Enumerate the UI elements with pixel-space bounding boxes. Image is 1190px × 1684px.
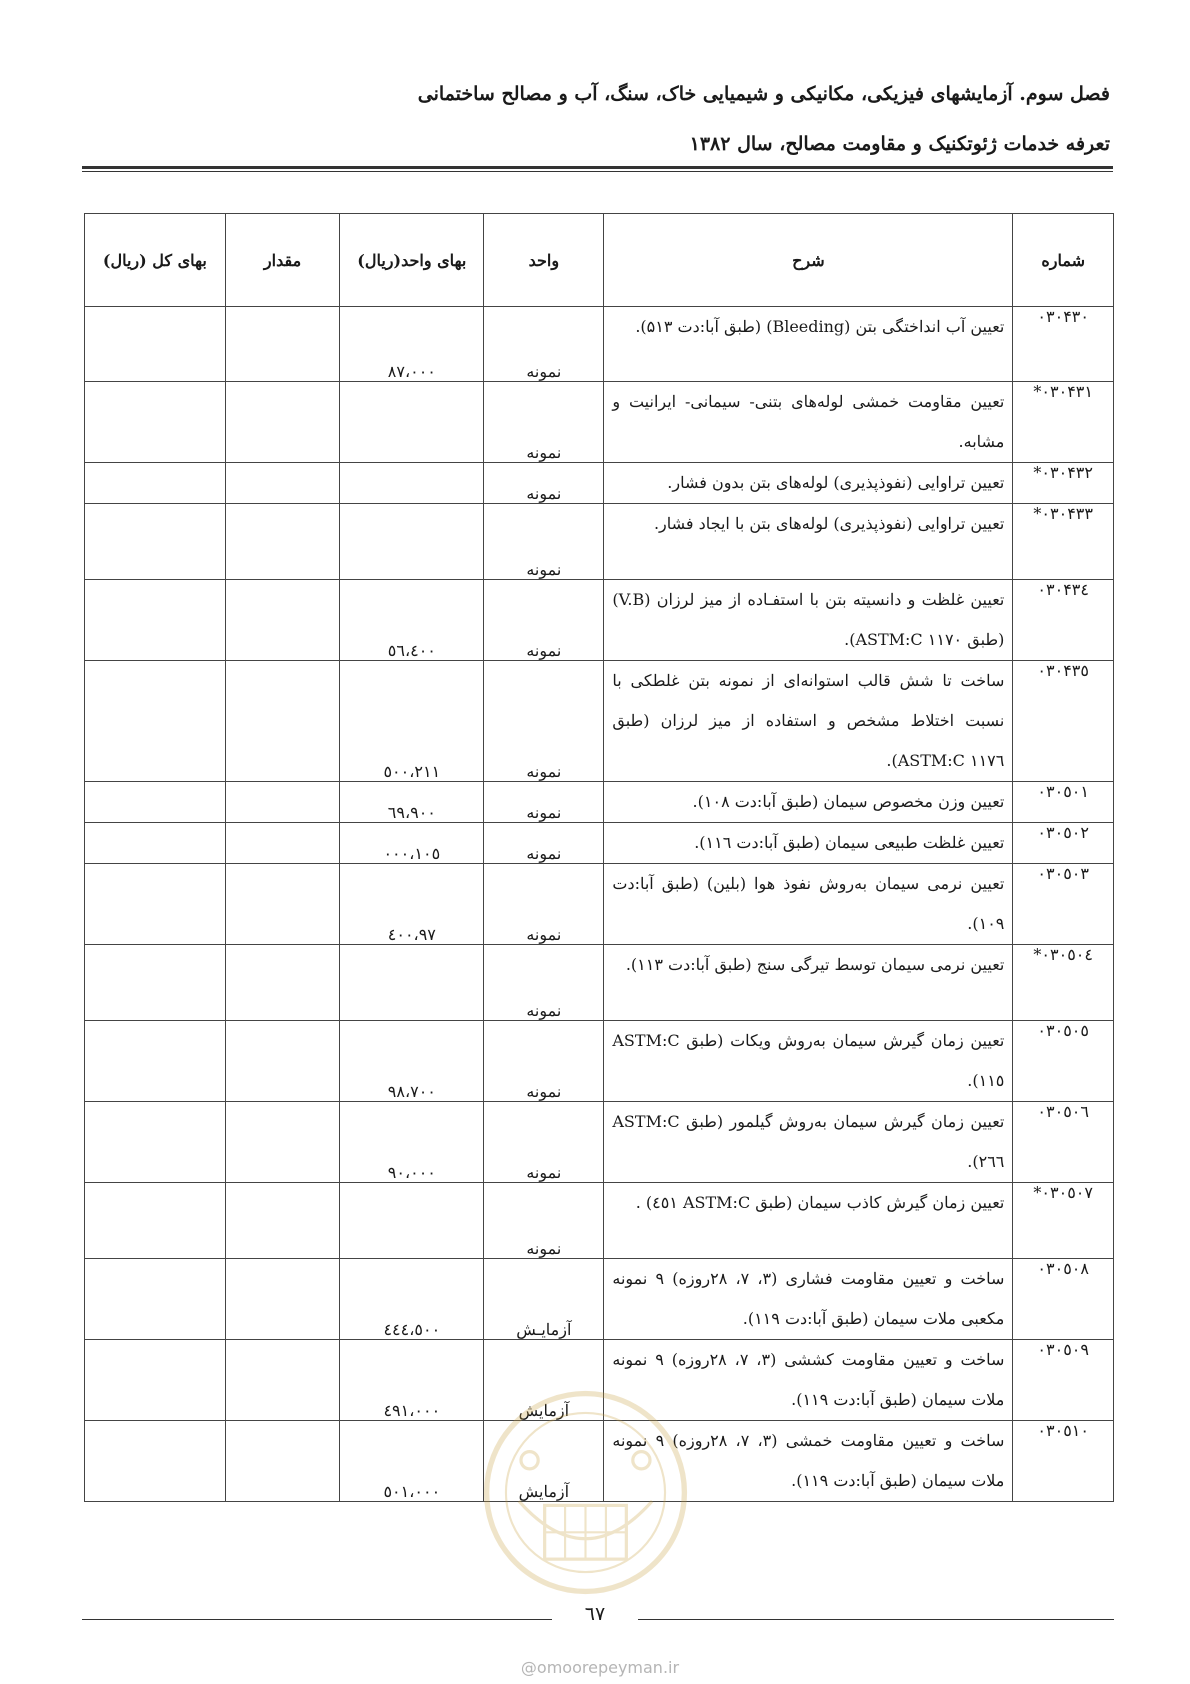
- row-number: ۰۳۰۴۳٥: [1013, 661, 1114, 782]
- row-total-price: [85, 580, 226, 661]
- header-rule-thick: [82, 166, 1113, 169]
- row-unit: نمونه: [484, 504, 604, 580]
- table-row: [85, 1259, 1114, 1340]
- page-header: [80, 78, 1110, 160]
- row-unit-price: ۹۷،٤۰۰: [340, 864, 484, 945]
- row-total-price: [85, 864, 226, 945]
- row-unit-price: [340, 504, 484, 580]
- row-quantity: [225, 661, 340, 782]
- row-number: ۰۳۰٥۰۱: [1013, 782, 1114, 823]
- table-row: [85, 307, 1114, 382]
- row-number: ۰۳۰٥۱۰: [1013, 1421, 1114, 1502]
- row-quantity: [225, 1259, 340, 1340]
- row-description: تعیین غلظت طبیعی سیمان (طبق آبا:دت ۱۱٦).: [604, 823, 1013, 864]
- row-quantity: [225, 504, 340, 580]
- row-description: ساخت و تعیین مقاومت کششی (۳، ۷، ۲۸روزه) ۹ نمونه ملات سیمان (طبق آبا:دت ۱۱۹).: [604, 1340, 1013, 1421]
- row-quantity: [225, 1021, 340, 1102]
- row-description: تعیین مقاومت خمشی لوله‌های بتنی- سیمانی- ایرانیت و مشابه.: [604, 382, 1013, 463]
- row-unit-price: ۹۰،۰۰۰: [340, 1102, 484, 1183]
- row-quantity: [225, 307, 340, 382]
- row-description: تعیین وزن مخصوص سیمان (طبق آبا:دت ۱۰۸).: [604, 782, 1013, 823]
- row-description: تعیین زمان گیرش سیمان به‌روش گیلمور (طبق ASTM:C ۲٦٦).: [604, 1102, 1013, 1183]
- row-total-price: [85, 1340, 226, 1421]
- table-row: [85, 1021, 1114, 1102]
- row-description: ساخت و تعیین مقاومت فشاری (۳، ۷، ۲۸روزه) ۹ نمونه مکعبی ملات سیمان (طبق آبا:دت ۱۱۹).: [604, 1259, 1013, 1340]
- column-header-quantity: مقدار: [225, 214, 340, 307]
- row-number: ۰۳۰٥۰۹: [1013, 1340, 1114, 1421]
- row-total-price: [85, 1021, 226, 1102]
- table-header-row: [85, 214, 1114, 307]
- table-row: [85, 1421, 1114, 1502]
- row-total-price: [85, 782, 226, 823]
- row-unit: آزمایـش: [484, 1259, 604, 1340]
- row-unit: نمونه: [484, 945, 604, 1021]
- tariff-title: تعرفه خدمات ژئوتکنیک و مقاومت مصالح، سال ۱۳۸۲: [689, 133, 1110, 155]
- row-unit-price: ٤٤٤،٥۰۰: [340, 1259, 484, 1340]
- row-number: ۰۳۰۴۳٤: [1013, 580, 1114, 661]
- header-rule-thin: [82, 171, 1113, 172]
- table-row: [85, 504, 1114, 580]
- row-description: تعیین غلظت و دانسیته بتن با استفـاده از میز لرزان (V.B) (طبق ASTM:C ۱۱۷۰).: [604, 580, 1013, 661]
- row-total-price: [85, 463, 226, 504]
- column-header-total-price: بهای کل (ریال): [85, 214, 226, 307]
- row-number: ۰۳۰۴۳۱*: [1013, 382, 1114, 463]
- table-row: [85, 1340, 1114, 1421]
- row-unit-price: ۸۷،۰۰۰: [340, 307, 484, 382]
- row-quantity: [225, 382, 340, 463]
- row-description: ساخت تا شش قالب استوانه‌ای از نمونه بتن غلطکی با نسبت اختلاط مشخص و استفاده از میز لرزان (طبق ASTM:C ۱۱۷٦).: [604, 661, 1013, 782]
- row-quantity: [225, 463, 340, 504]
- row-quantity: [225, 864, 340, 945]
- row-unit: نمونه: [484, 1021, 604, 1102]
- row-quantity: [225, 1102, 340, 1183]
- row-quantity: [225, 945, 340, 1021]
- row-description: تعیین آب انداختگی بتن (Bleeding) (طبق آبا:دت ۵۱۳).: [604, 307, 1013, 382]
- row-description: تعیین زمان گیرش کاذب سیمان (طبق ASTM:C ٤٥۱) .: [604, 1183, 1013, 1259]
- row-description: ساخت و تعیین مقاومت خمشی (۳، ۷، ۲۸روزه) ۹ نمونه ملات سیمان (طبق آبا:دت ۱۱۹).: [604, 1421, 1013, 1502]
- row-unit: نمونه: [484, 661, 604, 782]
- row-number: ۰۳۰٥۰۸: [1013, 1259, 1114, 1340]
- row-unit: آزمایش: [484, 1421, 604, 1502]
- row-unit-price: ٦۹،۹۰۰: [340, 782, 484, 823]
- row-unit: نمونه: [484, 864, 604, 945]
- row-number: ۰۳۰۴۳۲*: [1013, 463, 1114, 504]
- footer-rule-left: [82, 1619, 552, 1620]
- row-total-price: [85, 823, 226, 864]
- row-unit: نمونه: [484, 782, 604, 823]
- column-header-description: شرح: [604, 214, 1013, 307]
- row-number: ۰۳۰٥۰۲: [1013, 823, 1114, 864]
- row-unit-price: [340, 463, 484, 504]
- column-header-number: شماره: [1013, 214, 1114, 307]
- row-unit-price: [340, 382, 484, 463]
- row-total-price: [85, 382, 226, 463]
- row-total-price: [85, 661, 226, 782]
- table-row: [85, 864, 1114, 945]
- table-row: [85, 1102, 1114, 1183]
- row-total-price: [85, 1183, 226, 1259]
- row-description: تعیین نرمی سیمان توسط تیرگی سنج (طبق آبا:دت ۱۱۳).: [604, 945, 1013, 1021]
- row-unit: نمونه: [484, 1183, 604, 1259]
- row-number: ۰۳۰٥۰۷*: [1013, 1183, 1114, 1259]
- row-unit: نمونه: [484, 1102, 604, 1183]
- row-number: ۰۳۰٥۰٥: [1013, 1021, 1114, 1102]
- row-unit-price: ۲۱۱،٥۰۰: [340, 661, 484, 782]
- column-header-unit-price: بهای واحد(ریال): [340, 214, 484, 307]
- row-unit-price: ٤۹۱،۰۰۰: [340, 1340, 484, 1421]
- page-number: ٦۷: [584, 1603, 606, 1625]
- row-unit: نمونه: [484, 307, 604, 382]
- row-description: تعیین تراوایی (نفوذپذیری) لوله‌های بتن بدون فشار.: [604, 463, 1013, 504]
- row-total-price: [85, 1102, 226, 1183]
- row-number: ۰۳۰۴۳۳*: [1013, 504, 1114, 580]
- website-label: @omoorepeyman.ir: [520, 1658, 680, 1677]
- row-total-price: [85, 307, 226, 382]
- row-total-price: [85, 1421, 226, 1502]
- row-quantity: [225, 1340, 340, 1421]
- row-unit-price: [340, 1183, 484, 1259]
- row-total-price: [85, 504, 226, 580]
- row-quantity: [225, 1183, 340, 1259]
- row-unit: نمونه: [484, 463, 604, 504]
- row-number: ۰۳۰٥۰٤*: [1013, 945, 1114, 1021]
- row-unit: نمونه: [484, 382, 604, 463]
- row-unit-price: ٥٦،٤۰۰: [340, 580, 484, 661]
- table-row: [85, 463, 1114, 504]
- footer-rule-right: [638, 1619, 1114, 1620]
- row-unit: نمونه: [484, 823, 604, 864]
- chapter-title: فصل سوم. آزمایشهای فیزیکی، مکانیکی و شیمیایی خاک، سنگ، آب و مصالح ساختمانی: [417, 83, 1110, 105]
- row-quantity: [225, 1421, 340, 1502]
- row-unit: نمونه: [484, 580, 604, 661]
- column-header-unit: واحد: [484, 214, 604, 307]
- table-row: [85, 1183, 1114, 1259]
- row-unit-price: ۱۰٥،۰۰۰: [340, 823, 484, 864]
- table-row: [85, 782, 1114, 823]
- table-body: [85, 307, 1114, 1502]
- row-quantity: [225, 782, 340, 823]
- tariff-table: [84, 213, 1114, 1502]
- row-description: تعیین تراوایی (نفوذپذیری) لوله‌های بتن با ایجاد فشار.: [604, 504, 1013, 580]
- row-total-price: [85, 945, 226, 1021]
- table-row: [85, 580, 1114, 661]
- row-unit: آزمایش: [484, 1340, 604, 1421]
- row-quantity: [225, 823, 340, 864]
- row-number: ۰۳۰۴۳۰: [1013, 307, 1114, 382]
- row-unit-price: [340, 945, 484, 1021]
- row-unit-price: ۹۸،۷۰۰: [340, 1021, 484, 1102]
- table-row: [85, 382, 1114, 463]
- row-unit-price: ٥۰۱،۰۰۰: [340, 1421, 484, 1502]
- table-row: [85, 661, 1114, 782]
- row-quantity: [225, 580, 340, 661]
- row-total-price: [85, 1259, 226, 1340]
- row-number: ۰۳۰٥۰۳: [1013, 864, 1114, 945]
- table-row: [85, 945, 1114, 1021]
- row-number: ۰۳۰٥۰٦: [1013, 1102, 1114, 1183]
- table-row: [85, 823, 1114, 864]
- row-description: تعیین زمان گیرش سیمان به‌روش ویکات (طبق ASTM:C ۱۱٥).: [604, 1021, 1013, 1102]
- row-description: تعیین نرمی سیمان به‌روش نفوذ هوا (بلین) (طبق آبا:دت ۱۰۹).: [604, 864, 1013, 945]
